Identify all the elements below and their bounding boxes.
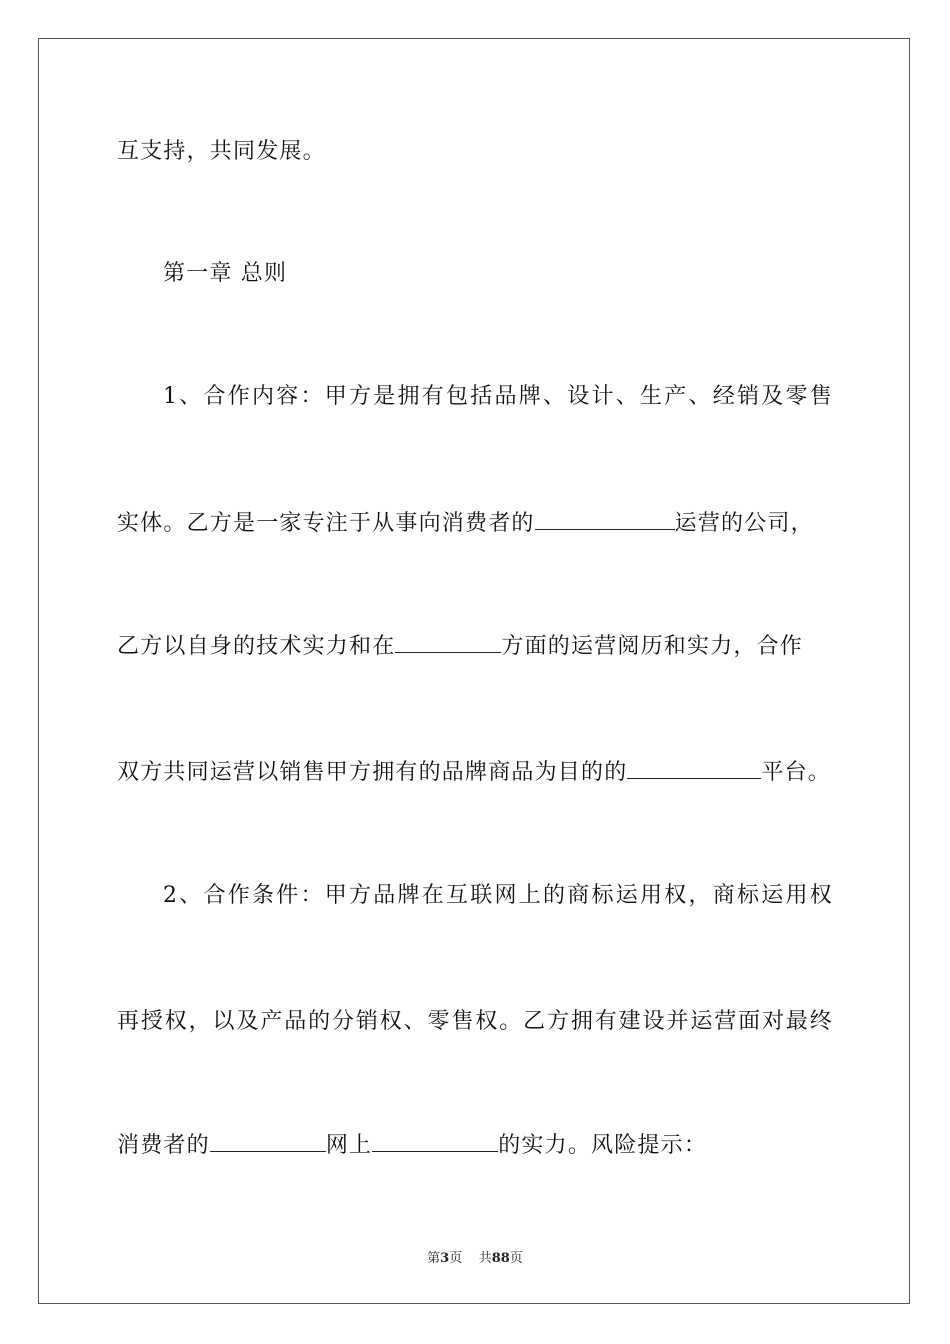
chapter-heading xyxy=(163,259,833,289)
paragraph-line xyxy=(117,758,833,788)
text-segment: 实体。乙方是一家专注于从事向消费者的 xyxy=(117,511,535,536)
text-segment: 平台。 xyxy=(761,760,832,785)
fill-in-blank[interactable] xyxy=(210,1131,326,1152)
page-suffix: 页 xyxy=(449,1251,463,1266)
page-prefix: 第 xyxy=(427,1251,441,1266)
text-segment: 乙方以自身的技术实力和在 xyxy=(117,634,396,659)
text-segment: 方面的运营阅历和实力，合作 xyxy=(501,634,804,659)
text-segment: 的实力。风险提示： xyxy=(498,1133,708,1158)
paragraph-line xyxy=(117,509,833,539)
total-prefix: 共 xyxy=(478,1251,492,1266)
fill-in-blank[interactable] xyxy=(535,509,675,530)
total-pages: 88 xyxy=(491,1251,510,1266)
text-segment: 2、合作条件：甲方品牌在互联网上的商标运用权，商标运用权 xyxy=(163,883,833,908)
fill-in-blank[interactable] xyxy=(395,632,501,653)
text-segment: 1、合作内容：甲方是拥有包括品牌、设计、生产、经销及零售 xyxy=(163,384,833,409)
page-border xyxy=(38,38,910,1304)
page-number: 3 xyxy=(440,1251,450,1266)
paragraph-line xyxy=(117,1131,833,1161)
text-segment: 第一章 总则 xyxy=(163,261,288,286)
page-footer xyxy=(0,1247,950,1266)
paragraph-line xyxy=(117,1007,833,1037)
paragraph-line xyxy=(163,881,833,911)
paragraph-line xyxy=(163,382,833,412)
fill-in-blank[interactable] xyxy=(372,1131,498,1152)
text-segment: 再授权，以及产品的分销权、零售权。乙方拥有建设并运营面对最终 xyxy=(117,1009,833,1034)
total-suffix: 页 xyxy=(509,1251,523,1266)
text-segment: 双方共同运营以销售甲方拥有的品牌商品为目的的 xyxy=(117,760,628,785)
text-segment: 网上 xyxy=(325,1133,373,1158)
text-segment: 互支持，共同发展。 xyxy=(117,139,326,164)
text-segment: 消费者的 xyxy=(117,1133,210,1158)
fill-in-blank[interactable] xyxy=(627,758,761,779)
text-segment: 运营的公司， xyxy=(674,511,814,536)
paragraph-line xyxy=(117,137,833,167)
paragraph-line xyxy=(117,632,833,662)
